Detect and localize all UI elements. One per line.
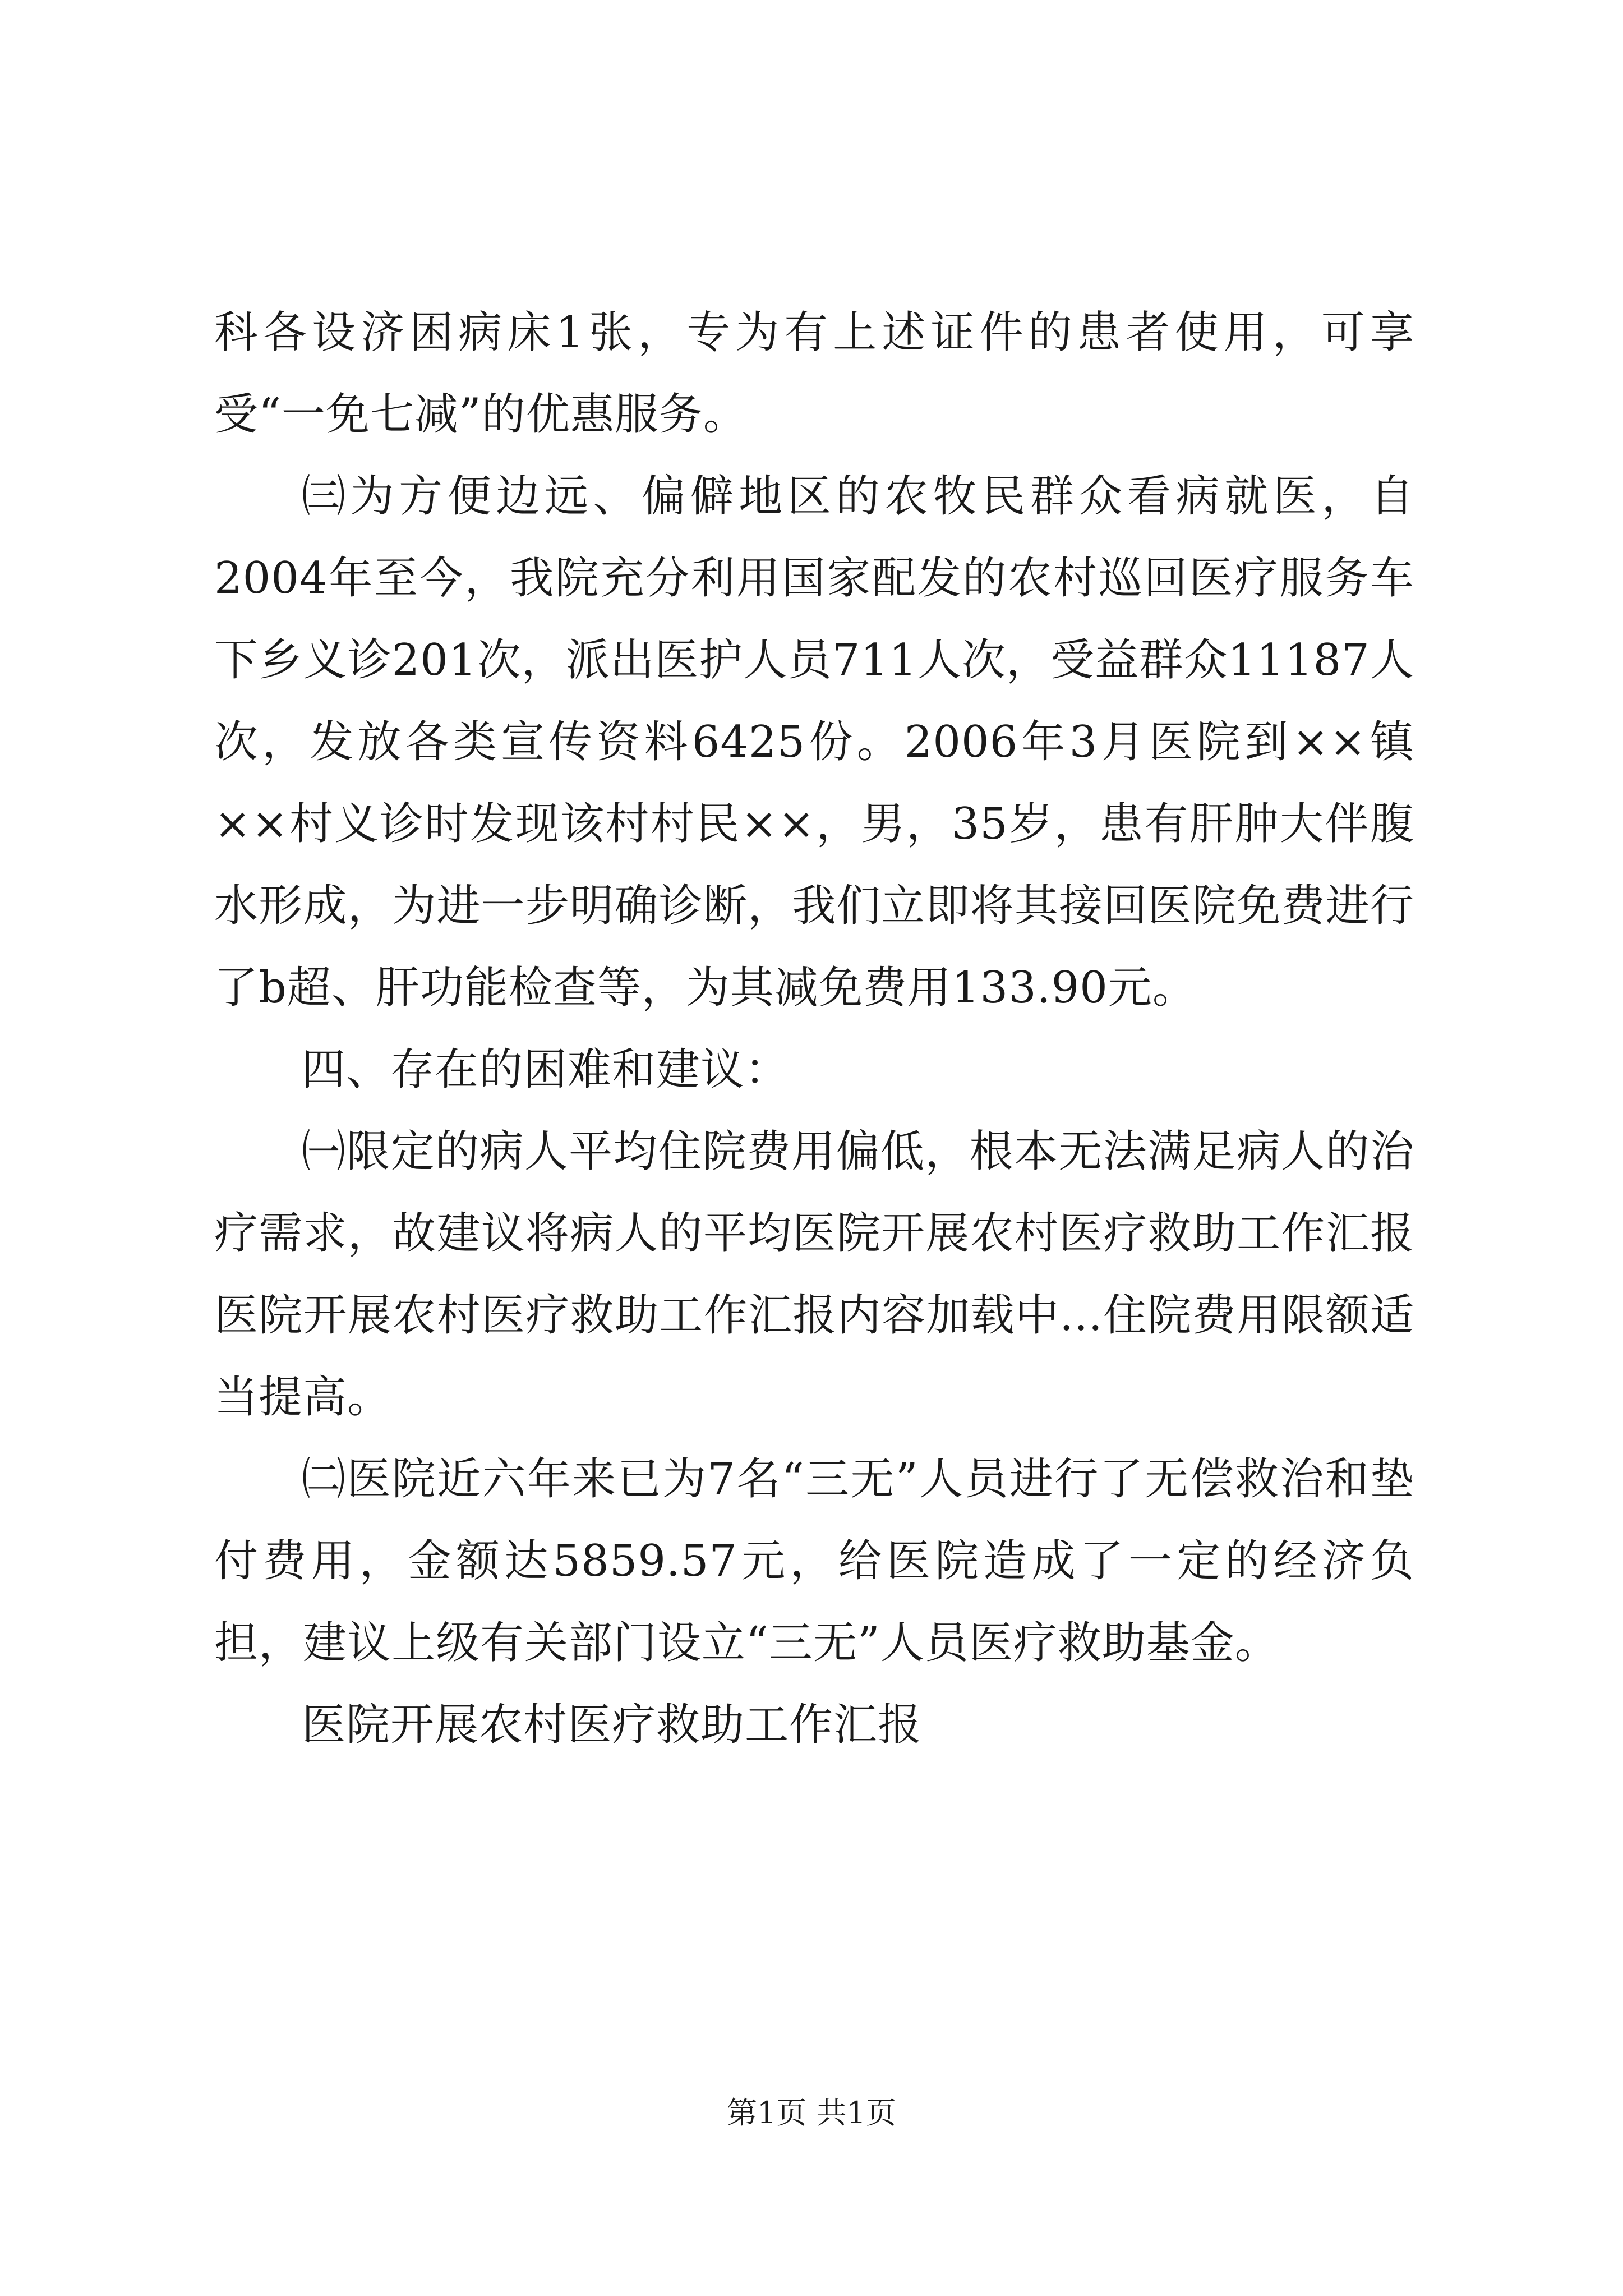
page-number-footer: 第1页 共1页 — [727, 2095, 896, 2131]
paragraph-suggestion-one: ㈠限定的病人平均住院费用偏低，根本无法满足病人的治疗需求，故建议将病人的平均医院开展农村医疗救助工作汇报医院开展农村医疗救助工作汇报内容加载中...住院费用限额适当提高。 — [214, 1126, 1414, 1423]
document-title-line: 医院开展农村医疗救助工作汇报 — [302, 1700, 923, 1750]
paragraph-continuation: 科各设济困病床1张，专为有上述证件的患者使用，可享受“一免七减”的优惠服务。 — [214, 307, 1414, 440]
paragraph-suggestion-two: ㈡医院近六年来已为7名“三无”人员进行了无偿救治和垫付费用，金额达5859.57元，给医院造成了一定的经济负担，建议上级有关部门设立“三无”人员医疗救助基金。 — [214, 1454, 1414, 1668]
paragraph-outreach-clinics: ㈢为方便边远、偏僻地区的农牧民群众看病就医，自2004年至今，我院充分利用国家配发的农村巡回医疗服务车下乡义诊201次，派出医护人员711人次，受益群众11187人次，发放各类宣传资料6425份。2006年3月医院到××镇××村义诊时发现该村村民××，男，35岁，患有肝肿大伴腹水形成，为进一步明确诊断，我们立即将其接回医院免费进行了b超、肝功能检查等，为其减免费用133.90元。 — [214, 471, 1414, 1013]
document-body — [214, 292, 1414, 1766]
section-heading-difficulties: 四、存在的困难和建议： — [302, 1045, 790, 1095]
